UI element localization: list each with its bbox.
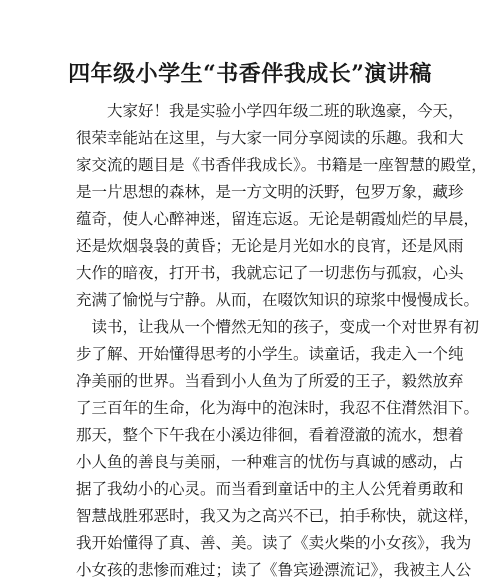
text-line: 读书，让我从一个懵然无知的孩子，变成一个对世界有初 xyxy=(76,318,480,336)
text-line: 净美丽的世界。当看到小人鱼为了所爱的王子，毅然放弃 xyxy=(76,372,464,390)
text-line: 那天，整个下午我在小溪边徘徊，看着澄澈的流水，想着 xyxy=(76,426,464,444)
text-line: 小人鱼的善良与美丽，一种难言的忧伤与真诚的感动，占 xyxy=(76,453,464,471)
text-line: 小女孩的悲惨而难过；读了《鲁宾逊漂流记》，我被主人公 xyxy=(76,561,472,579)
text-line: 据了我幼小的心灵。而当看到童话中的主人公凭着勇敢和 xyxy=(76,480,464,498)
text-line: 步了解、开始懂得思考的小学生。读童话，我走入一个纯 xyxy=(76,345,464,363)
text-line: 大家好！我是实验小学四年级二班的耿逸豪，今天， xyxy=(76,102,464,120)
text-line: 大作的暗夜，打开书，我就忘记了一切悲伤与孤寂，心头 xyxy=(76,264,464,282)
text-line: 智慧战胜邪恶时，我又为之高兴不已，拍手称快，就这样， xyxy=(76,507,480,525)
text-line: 家交流的题目是《书香伴我成长》。书籍是一座智慧的殿堂， xyxy=(76,156,487,174)
page-title: 四年级小学生“书香伴我成长”演讲稿 xyxy=(68,61,432,87)
speech-body xyxy=(76,98,487,584)
text-line: 还是炊烟袅袅的黄昏；无论是月光如水的良宵，还是风雨 xyxy=(76,237,464,255)
text-line: 很荣幸能站在这里，与大家一同分享阅读的乐趣。我和大 xyxy=(76,129,464,147)
text-line: 了三百年的生命，化为海中的泡沫时，我忍不住潸然泪下。 xyxy=(76,399,480,417)
text-line: 蕴奇，使人心醉神迷，留连忘返。无论是朝霞灿烂的早晨， xyxy=(76,210,480,228)
text-line: 是一片思想的森林，是一方文明的沃野，包罗万象，藏珍 xyxy=(76,183,464,201)
text-line: 充满了愉悦与宁静。从而，在啜饮知识的琼浆中慢慢成长。 xyxy=(76,291,480,309)
text-line: 我开始懂得了真、善、美。读了《卖火柴的小女孩》，我为 xyxy=(76,534,472,552)
